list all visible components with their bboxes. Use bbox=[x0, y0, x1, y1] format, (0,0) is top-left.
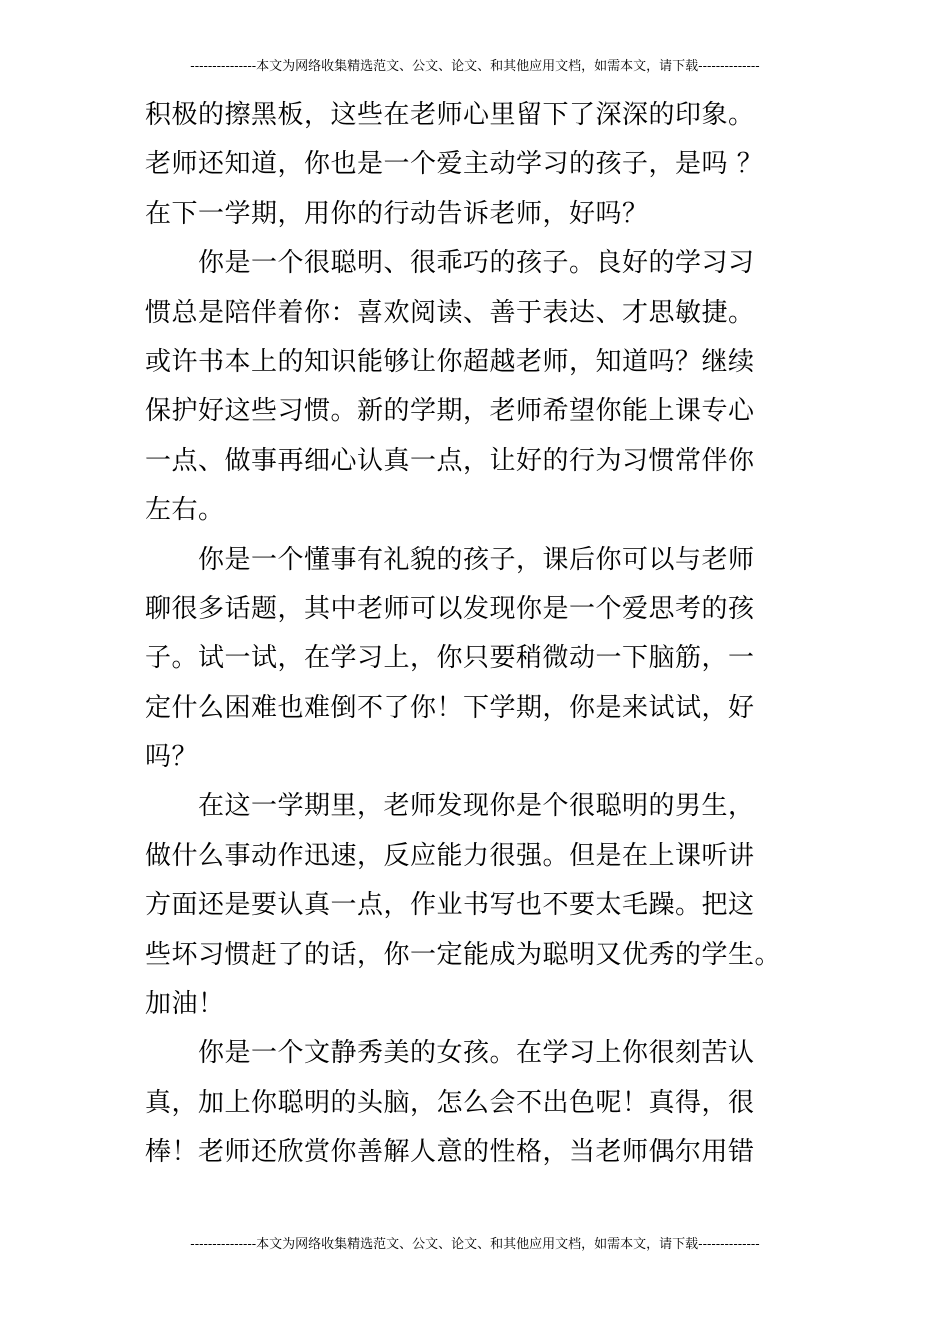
body-line: 老师还知道，你也是一个爱主动学习的孩子，是吗 ？ bbox=[145, 149, 764, 180]
body-line: 你是一个很聪明、很乖巧的孩子。良好的学习习 bbox=[145, 248, 755, 279]
body-line: 聊很多话题，其中老师可以发现你是一个爱思考的孩 bbox=[145, 593, 755, 624]
body-line: 保护好这些习惯。新的学期，老师希望你能上课专心 bbox=[145, 396, 755, 427]
body-line: 方面还是要认真一点，作业书写也不要太毛躁。把这 bbox=[145, 890, 755, 921]
body-line: 子。试一试，在学习上，你只要稍微动一下脑筋，一 bbox=[145, 643, 755, 674]
body-line: 在这一学期里，老师发现你是个很聪明的男生， bbox=[145, 791, 755, 822]
body-line: 或许书本上的知识能够让你超越老师，知道吗？继续 bbox=[145, 346, 755, 377]
body-line: 在下一学期，用你的行动告诉老师，好吗？ bbox=[145, 198, 649, 229]
body-line: 真，加上你聪明的头脑，怎么会不出色呢！真得，很 bbox=[145, 1087, 755, 1118]
document-body bbox=[145, 91, 810, 1178]
page-footer: ---------------本文为网络收集精选范文、公文、论文、和其他应用文档，如需本文，请下载-------------- bbox=[190, 1237, 760, 1252]
body-line: 你是一个文静秀美的女孩。在学习上你很刻苦认 bbox=[145, 1038, 755, 1069]
page-header: ---------------本文为网络收集精选范文、公文、论文、和其他应用文档，如需本文，请下载-------------- bbox=[190, 59, 760, 74]
body-line: 积极的擦黑板，这些在老师心里留下了深深的印象。 bbox=[145, 100, 755, 130]
body-line: 定什么困难也难倒不了你！下学期，你是来试试，好 bbox=[145, 692, 755, 723]
body-line: 加油！ bbox=[145, 989, 225, 1020]
body-line: 做什么事动作迅速，反应能力很强。但是在上课听讲 bbox=[145, 840, 755, 871]
body-line: 棒！老师还欣赏你善解人意的性格，当老师偶尔用错 bbox=[145, 1137, 755, 1168]
body-line: 一点、做事再细心认真一点，让好的行为习惯常伴你 bbox=[145, 445, 755, 476]
body-line: 左右。 bbox=[145, 495, 225, 526]
body-line: 吗？ bbox=[145, 742, 199, 773]
body-line: 你是一个懂事有礼貌的孩子，课后你可以与老师 bbox=[145, 544, 755, 575]
body-line: 些坏习惯赶了的话，你一定能成为聪明又优秀的学生。 bbox=[145, 939, 782, 970]
body-line: 惯总是陪伴着你：喜欢阅读、善于表达、才思敏捷。 bbox=[145, 297, 755, 328]
